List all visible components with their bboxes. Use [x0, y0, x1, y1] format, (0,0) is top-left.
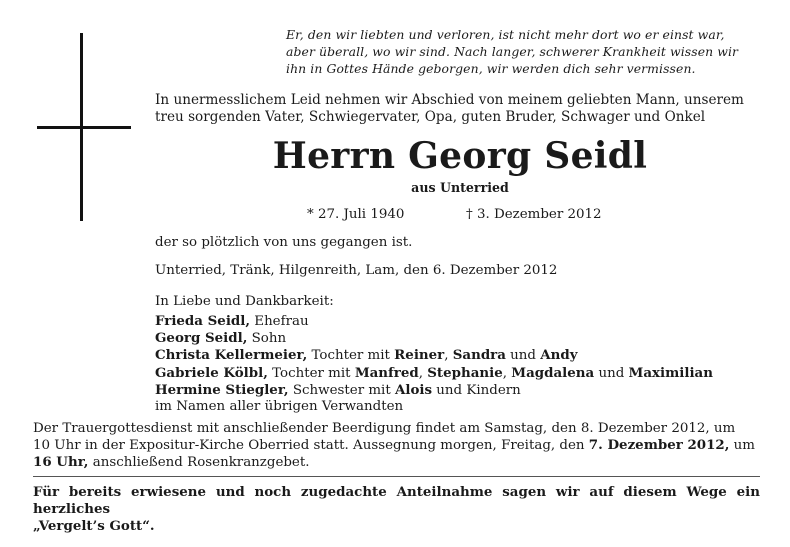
member-role: Tochter mit	[267, 365, 355, 381]
closing-thanks	[33, 484, 760, 535]
service-text: 10 Uhr in der Expositur-Kirche Oberried statt. Aussegnung morgen, Freitag, den	[33, 438, 589, 453]
family-member	[155, 347, 713, 364]
relative-name: Alois	[394, 381, 433, 398]
memorial-quote	[286, 26, 756, 77]
member-role: Tochter mit	[307, 348, 395, 364]
relative-name: Andy	[540, 347, 578, 364]
member-name: Christa Kellermeier,	[155, 347, 308, 364]
separator: und	[594, 365, 629, 381]
member-role: Ehefrau	[250, 314, 309, 329]
member-role: und Kindern	[432, 382, 521, 398]
death-date: † 3. Dezember 2012	[466, 207, 602, 222]
member-name: Gabriele Kölbl,	[155, 364, 268, 381]
relative-name: Reiner	[394, 347, 445, 364]
deceased-origin: aus Unterried	[411, 180, 509, 195]
separator: und	[505, 348, 541, 364]
thanks-heading: In Liebe und Dankbarkeit:	[155, 294, 334, 309]
family-member	[155, 330, 713, 347]
relative-name: Magdalena	[511, 364, 595, 381]
separator: ,	[418, 365, 428, 381]
member-name: Hermine Stiegler,	[155, 381, 289, 398]
quote-line: aber überall, wo wir sind. Nach langer, schwerer Krankheit wissen wir	[286, 44, 739, 59]
intro-line: In unermesslichem Leid nehmen wir Abschied von meinem geliebten Mann, unserem	[155, 92, 744, 108]
service-date: 7. Dezember 2012,	[588, 437, 730, 453]
separator: ,	[502, 365, 512, 381]
divider	[33, 476, 760, 477]
relative-name: Manfred	[354, 364, 419, 381]
service-time: 16 Uhr,	[33, 454, 89, 470]
closing-line: Für bereits erwiesene und noch zugedachte Anteilnahme sagen wir auf diesem Wege ein herzliches	[33, 484, 760, 517]
relative-name: Stephanie	[427, 364, 503, 381]
service-text: um	[729, 438, 755, 453]
place-date-text: Unterried, Tränk, Hilgenreith, Lam, den 6. Dezember 2012	[155, 263, 558, 278]
service-text: anschließend Rosenkranzgebet.	[88, 455, 310, 470]
deceased-name: Herrn Georg Seidl	[272, 135, 648, 177]
family-member	[155, 313, 713, 330]
funeral-service-info	[33, 420, 763, 471]
relative-name: Sandra	[452, 347, 506, 364]
service-line: Der Trauergottesdienst mit anschließender Beerdigung findet am Samstag, den 8. Dezember 2012, um	[33, 421, 736, 436]
member-role: Schwester mit	[288, 382, 395, 398]
service-line	[33, 437, 763, 454]
birth-date: * 27. Juli 1940	[307, 207, 405, 222]
passed-away-text: der so plötzlich von uns gegangen ist.	[155, 235, 413, 250]
service-line	[33, 454, 763, 471]
cross-horizontal-bar	[37, 126, 131, 129]
family-member	[155, 365, 713, 382]
intro-text	[155, 92, 765, 126]
family-list	[155, 313, 713, 415]
quote-line: Er, den wir liebten und verloren, ist nicht mehr dort wo er einst war,	[286, 27, 725, 42]
relative-name: Maximilian	[628, 364, 713, 381]
family-footer: im Namen aller übrigen Verwandten	[155, 399, 404, 415]
member-name: Frieda Seidl,	[155, 313, 251, 329]
closing-line: „Vergelt’s Gott“.	[33, 518, 155, 534]
quote-line: ihn in Gottes Hände geborgen, wir werden dich sehr vermissen.	[286, 61, 696, 76]
intro-line: treu sorgenden Vater, Schwiegervater, Opa, guten Bruder, Schwager und Onkel	[155, 109, 706, 125]
member-name: Georg Seidl,	[155, 330, 248, 347]
member-role: Sohn	[247, 331, 287, 347]
family-member	[155, 382, 713, 399]
separator: ,	[444, 348, 453, 364]
